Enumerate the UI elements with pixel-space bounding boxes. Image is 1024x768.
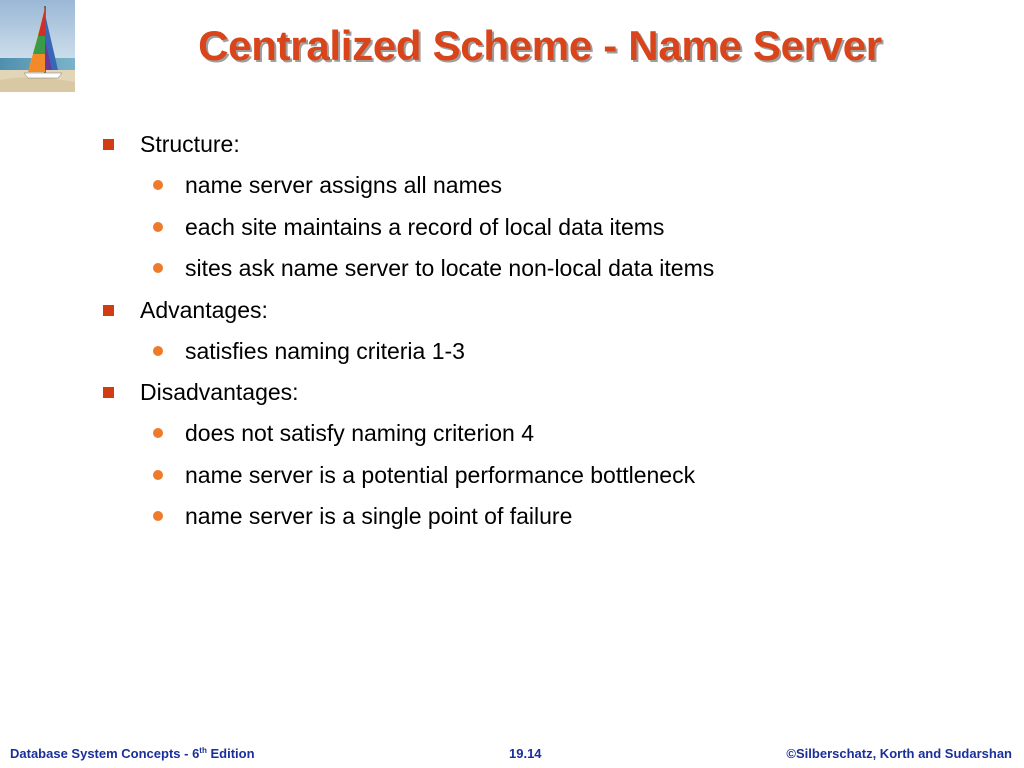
- list-item: [0, 498, 1024, 540]
- list-item-text: name server is a single point of failure: [185, 503, 573, 529]
- square-bullet-icon: [103, 305, 114, 316]
- square-bullet-icon: [103, 139, 114, 150]
- list-item: [0, 250, 1024, 292]
- round-bullet-icon: [153, 428, 163, 438]
- round-bullet-icon: [153, 470, 163, 480]
- section-heading: Disadvantages:: [140, 379, 299, 405]
- round-bullet-icon: [153, 222, 163, 232]
- slide-footer: [0, 742, 1024, 766]
- slide-content: [0, 126, 1024, 540]
- round-bullet-icon: [153, 180, 163, 190]
- list-item-text: name server is a potential performance bottleneck: [185, 461, 696, 488]
- footer-page-number: 19.14: [509, 746, 542, 761]
- round-bullet-icon: [153, 511, 163, 521]
- list-item: [0, 209, 1024, 251]
- slide-title: Centralized Scheme - Name Server: [198, 22, 882, 69]
- list-item-text: sites ask name server to locate non-local data items: [185, 255, 715, 281]
- section-advantages: [0, 292, 1024, 333]
- round-bullet-icon: [153, 263, 163, 273]
- square-bullet-icon: [103, 387, 114, 398]
- footer-copyright: ©Silberschatz, Korth and Sudarshan: [786, 746, 1012, 761]
- section-heading: Structure:: [140, 131, 240, 157]
- list-item-text: does not satisfy naming criterion 4: [185, 420, 535, 446]
- section-heading: Advantages:: [140, 296, 268, 323]
- list-item-text: name server assigns all names: [185, 172, 503, 198]
- list-item: [0, 333, 1024, 375]
- list-item-text: satisfies naming criteria 1-3: [185, 337, 465, 364]
- list-item: [0, 415, 1024, 457]
- list-item: [0, 167, 1024, 209]
- list-item: [0, 457, 1024, 499]
- round-bullet-icon: [153, 346, 163, 356]
- section-disadvantages: [0, 374, 1024, 415]
- list-item-text: each site maintains a record of local data items: [185, 213, 665, 240]
- section-structure: [0, 126, 1024, 167]
- footer-book-title: Database System Concepts - 6th Edition: [10, 746, 255, 761]
